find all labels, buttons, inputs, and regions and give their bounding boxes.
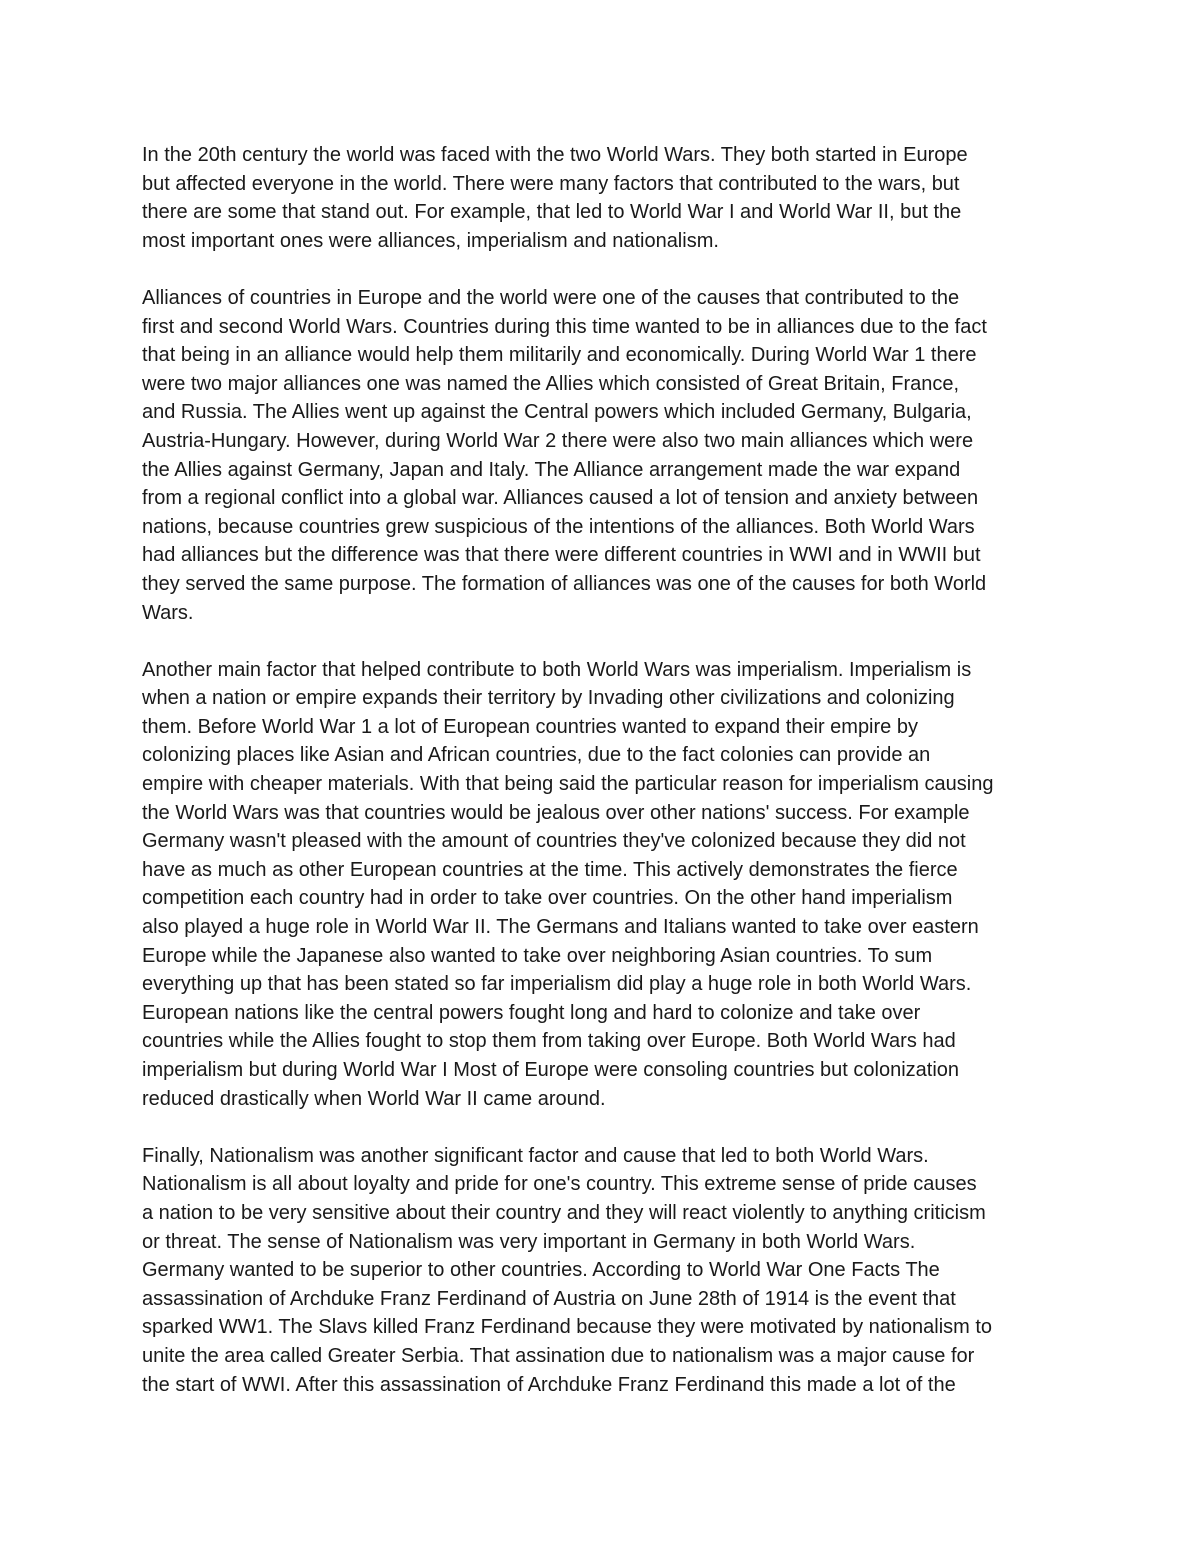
text-line: colonizing places like Asian and African countries, due to the fact colonies can provide an bbox=[142, 744, 931, 767]
text-line: Germany wanted to be superior to other countries. According to World War One Facts The bbox=[142, 1259, 940, 1282]
text-line: everything up that has been stated so far imperialism did play a huge role in both World Wars. bbox=[142, 973, 972, 996]
text-line: or threat. The sense of Nationalism was very important in Germany in both World Wars. bbox=[142, 1230, 916, 1253]
text-line: that being in an alliance would help them militarily and economically. During World War 1 there bbox=[142, 344, 977, 367]
text-line: empire with cheaper materials. With that being said the particular reason for imperialism causing bbox=[142, 773, 994, 796]
text-line: assassination of Archduke Franz Ferdinand of Austria on June 28th of 1914 is the event that bbox=[142, 1287, 956, 1310]
text-line: Another main factor that helped contribute to both World Wars was imperialism. Imperialism is bbox=[142, 658, 972, 681]
text-line: from a regional conflict into a global war. Alliances caused a lot of tension and anxiety between bbox=[142, 487, 979, 510]
text-line: Finally, Nationalism was another significant factor and cause that led to both World Wars. bbox=[142, 1144, 929, 1167]
text-line: Germany wasn't pleased with the amount of countries they've colonized because they did not bbox=[142, 830, 966, 853]
text-line: when a nation or empire expands their territory by Invading other civilizations and colonizing bbox=[142, 687, 955, 710]
text-line: they served the same purpose. The formation of alliances was one of the causes for both World bbox=[142, 572, 987, 595]
paragraph-nationalism bbox=[142, 1142, 1062, 1399]
text-line: most important ones were alliances, imperialism and nationalism. bbox=[142, 229, 719, 252]
text-line: the World Wars was that countries would be jealous over other nations' success. For example bbox=[142, 801, 970, 824]
paragraph-intro bbox=[142, 141, 1062, 255]
text-line: but affected everyone in the world. There were many factors that contributed to the wars, but bbox=[142, 172, 960, 195]
text-line: were two major alliances one was named the Allies which consisted of Great Britain, France, bbox=[142, 372, 960, 395]
text-line: Nationalism is all about loyalty and pride for one's country. This extreme sense of pride causes bbox=[142, 1173, 977, 1196]
text-line: Europe while the Japanese also wanted to take over neighboring Asian countries. To sum bbox=[142, 944, 933, 967]
text-line: the start of WWI. After this assassination of Archduke Franz Ferdinand this made a lot of the bbox=[142, 1373, 956, 1396]
text-line: sparked WW1. The Slavs killed Franz Ferdinand because they were motivated by nationalism to bbox=[142, 1316, 993, 1339]
text-line: a nation to be very sensitive about their country and they will react violently to anything criticism bbox=[142, 1201, 986, 1224]
text-line: also played a huge role in World War II. The Germans and Italians wanted to take over eastern bbox=[142, 916, 979, 939]
text-line: reduced drastically when World War II came around. bbox=[142, 1087, 606, 1110]
text-line: the Allies against Germany, Japan and Italy. The Alliance arrangement made the war expand bbox=[142, 458, 961, 481]
text-line: In the 20th century the world was faced with the two World Wars. They both started in Europe bbox=[142, 144, 968, 166]
text-line: Alliances of countries in Europe and the world were one of the causes that contributed to the bbox=[142, 286, 960, 309]
text-line: imperialism but during World War I Most of Europe were consoling countries but colonization bbox=[142, 1059, 960, 1081]
text-line: European nations like the central powers fought long and hard to colonize and take over bbox=[142, 1001, 921, 1024]
text-line: countries while the Allies fought to stop them from taking over Europe. Both World Wars had bbox=[142, 1030, 956, 1053]
text-line: unite the area called Greater Serbia. That assination due to nationalism was a major cause for bbox=[142, 1344, 975, 1367]
paragraph-imperialism bbox=[142, 656, 1062, 1114]
text-line: nations, because countries grew suspicious of the intentions of the alliances. Both World Wars bbox=[142, 515, 975, 538]
text-line: Wars. bbox=[142, 601, 194, 624]
text-line: Austria-Hungary. However, during World War 2 there were also two main alliances which were bbox=[142, 429, 974, 452]
text-line: competition each country had in order to take over countries. On the other hand imperialism bbox=[142, 887, 953, 910]
text-line: first and second World Wars. Countries during this time wanted to be in alliances due to the fact bbox=[142, 315, 987, 338]
text-line: have as much as other European countries at the time. This actively demonstrates the fierce bbox=[142, 858, 958, 881]
text-line: had alliances but the difference was that there were different countries in WWI and in WWII but bbox=[142, 544, 981, 567]
text-line: and Russia. The Allies went up against the Central powers which included Germany, Bulgaria, bbox=[142, 401, 972, 424]
document-body bbox=[142, 141, 1062, 1428]
text-line: them. Before World War 1 a lot of European countries wanted to expand their empire by bbox=[142, 715, 918, 738]
text-line: there are some that stand out. For example, that led to World War I and World War II, but the bbox=[142, 201, 962, 224]
paragraph-alliances bbox=[142, 284, 1062, 627]
